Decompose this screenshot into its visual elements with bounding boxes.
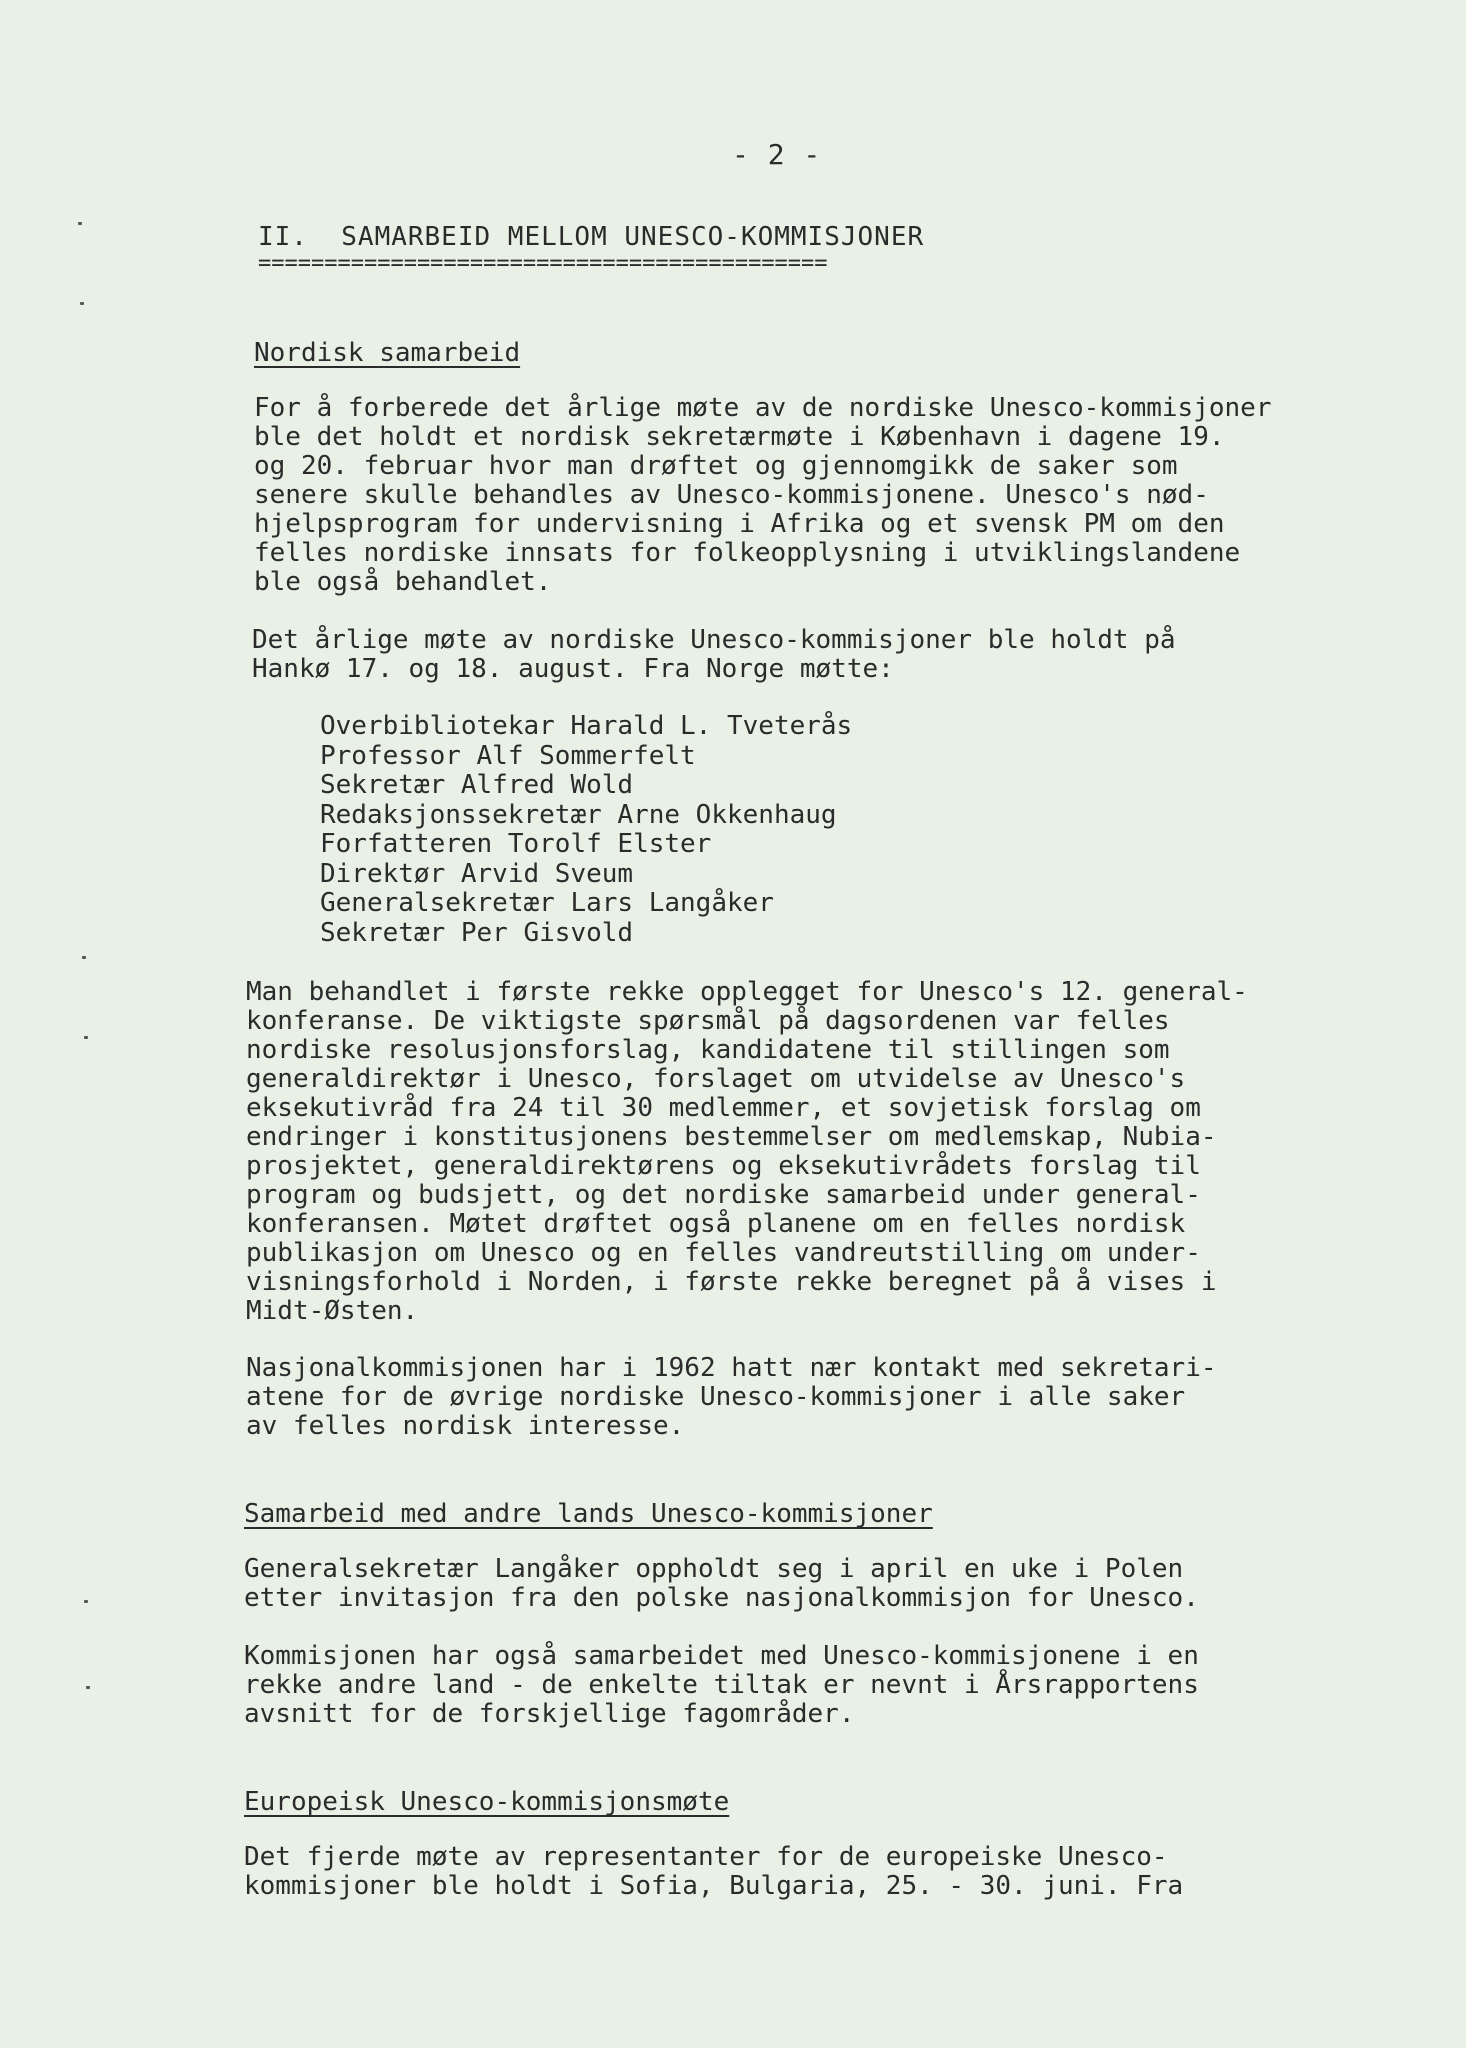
paragraph-nordisk-3 [246, 978, 1248, 1326]
margin-mark [82, 956, 86, 959]
margin-mark [84, 1600, 88, 1603]
margin-mark [80, 302, 84, 305]
text-line: og 20. februar hvor man drøftet og gjennomgikk de saker som [254, 451, 1178, 481]
attendee: Professor Alf Sommerfelt [320, 740, 696, 771]
paragraph-europeisk-1 [244, 1843, 1183, 1901]
attendee: Generalsekretær Lars Langåker [320, 888, 774, 918]
text-line: felles nordiske innsats for folkeopplysning i utviklingslandene [254, 538, 1241, 568]
text-line: generaldirektør i Unesco, forslaget om utvidelse av Unesco's [246, 1064, 1186, 1094]
text-line: nordiske resolusjonsforslag, kandidatene til stillingen som [246, 1035, 1170, 1065]
text-line: Generalsekretær Langåker oppholdt seg i april en uke i Polen [244, 1554, 1184, 1584]
margin-mark [86, 1686, 90, 1689]
text-line: publikasjon om Unesco og en felles vandreutstilling om under- [246, 1238, 1201, 1268]
text-line: eksekutivråd fra 24 til 30 medlemmer, et sovjetisk forslag om [246, 1093, 1201, 1123]
paragraph-andre-land-2 [244, 1642, 1199, 1729]
attendee: Direktør Arvid Sveum [320, 858, 634, 889]
attendee-list [320, 712, 852, 948]
paragraph-nordisk-1 [254, 394, 1271, 597]
text-line: Det årlige møte av nordiske Unesco-kommisjoner ble holdt på [252, 625, 1176, 655]
section-title-rule: =========================================== [258, 251, 828, 276]
text-line: Det fjerde møte av representanter for de europeiske Unesco- [244, 1842, 1168, 1872]
text-line: endringer i konstitusjonens bestemmelser om medlemskap, Nubia- [246, 1122, 1217, 1152]
text-line: etter invitasjon fra den polske nasjonalkommisjon for Unesco. [244, 1583, 1199, 1613]
margin-mark [84, 1036, 88, 1039]
attendee: Forfatteren Torolf Elster [320, 829, 712, 859]
attendee: Overbibliotekar Harald L. Tveterås [320, 711, 853, 741]
section-title: II. SAMARBEID MELLOM UNESCO-KOMMISJONER [258, 222, 925, 252]
heading-europeisk-kommisjonsmote: Europeisk Unesco-kommisjonsmøte [244, 1787, 730, 1817]
text-line: prosjektet, generaldirektørens og eksekutivrådets forslag til [246, 1151, 1201, 1181]
heading-samarbeid-andre-land: Samarbeid med andre lands Unesco-kommisjoner [244, 1499, 933, 1529]
attendee: Sekretær Per Gisvold [320, 917, 634, 948]
text-line: avsnitt for de forskjellige fagområder. [244, 1699, 855, 1729]
paragraph-andre-land-1 [244, 1555, 1199, 1613]
text-line: rekke andre land - de enkelte tiltak er nevnt i Årsrapportens [244, 1670, 1199, 1700]
text-line: hjelpsprogram for undervisning i Afrika og et svensk PM om den [254, 509, 1225, 539]
margin-mark [78, 222, 82, 225]
paragraph-nordisk-2 [252, 626, 1176, 684]
text-line: konferansen. Møtet drøftet også planene om en felles nordisk [246, 1209, 1186, 1239]
text-line: Midt-Østen. [246, 1296, 419, 1326]
text-line: atene for de øvrige nordiske Unesco-kommisjoner i alle saker [246, 1382, 1186, 1412]
text-line: Man behandlet i første rekke opplegget for Unesco's 12. general- [246, 977, 1248, 1007]
text-line: Hankø 17. og 18. august. Fra Norge møtte: [252, 654, 894, 684]
text-line: For å forberede det årlige møte av de nordiske Unesco-kommisjoner [254, 393, 1272, 423]
text-line: visningsforhold i Norden, i første rekke beregnet på å vises i [246, 1267, 1217, 1297]
text-line: Kommisjonen har også samarbeidet med Unesco-kommisjonene i en [244, 1641, 1199, 1671]
text-line: kommisjoner ble holdt i Sofia, Bulgaria, 25. - 30. juni. Fra [244, 1871, 1184, 1901]
text-line: Nasjonalkommisjonen har i 1962 hatt nær kontakt med sekretari- [246, 1353, 1217, 1383]
attendee: Redaksjonssekretær Arne Okkenhaug [320, 799, 837, 830]
paragraph-nordisk-4 [246, 1354, 1217, 1441]
text-line: ble også behandlet. [254, 567, 552, 597]
attendee: Sekretær Alfred Wold [320, 770, 634, 800]
text-line: av felles nordisk interesse. [246, 1411, 685, 1441]
text-line: senere skulle behandles av Unesco-kommisjonene. Unesco's nød- [254, 480, 1209, 510]
page-number: - 2 - [732, 138, 822, 171]
text-line: program og budsjett, og det nordiske samarbeid under general- [246, 1180, 1201, 1210]
text-line: ble det holdt et nordisk sekretærmøte i København i dagene 19. [254, 422, 1225, 452]
heading-nordisk-samarbeid: Nordisk samarbeid [254, 338, 521, 368]
text-line: konferanse. De viktigste spørsmål på dagsordenen var felles [246, 1006, 1170, 1036]
